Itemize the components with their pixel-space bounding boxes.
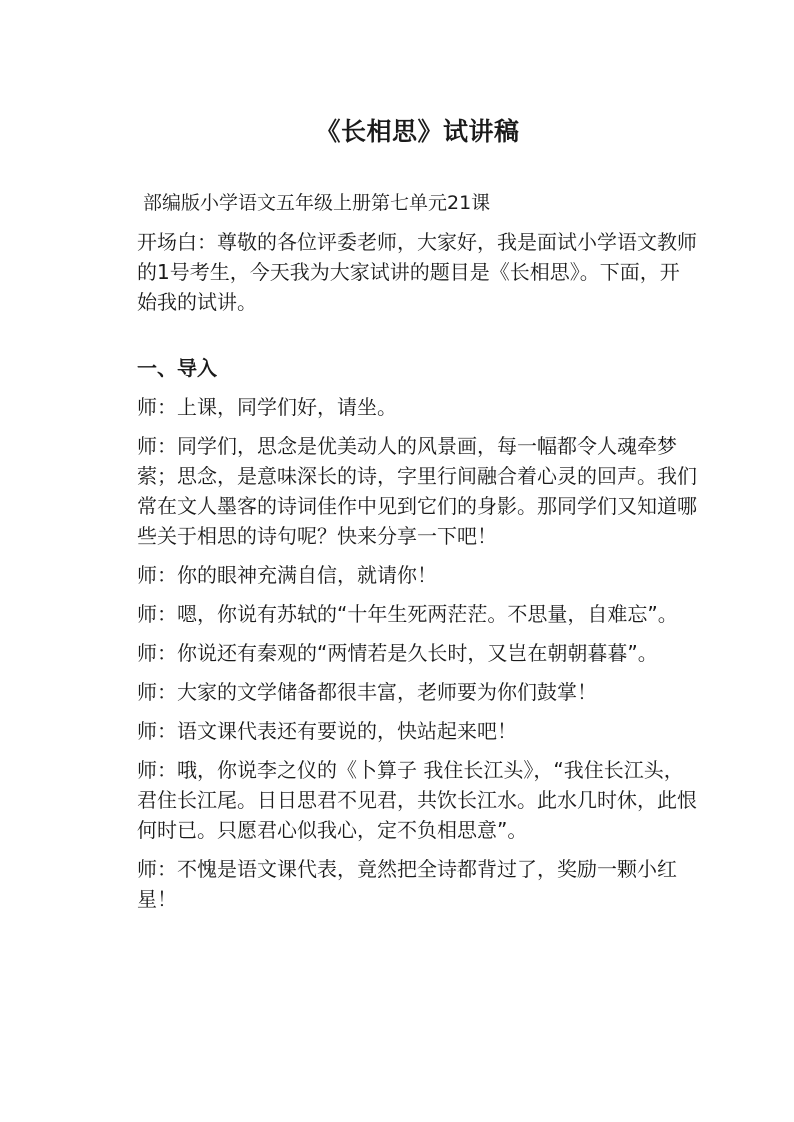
paragraph: 师：语文课代表还有要说的，快站起来吧！ bbox=[137, 719, 517, 743]
paragraph: 师：上课，同学们好，请坐。 bbox=[137, 395, 397, 419]
section-heading: 一、导入 bbox=[137, 356, 217, 380]
paragraph: 师：哦，你说李之仪的《卜算子 我住长江头》，“我住长江头，君住长江尾。日日思君不见君，共饮长江水。此水几时休，此恨何时已。只愿君心似我心，定不负相思意”。 bbox=[137, 758, 697, 842]
paragraph: 师：同学们，思念是优美动人的风景画，每一幅都令人魂牵梦萦；思念，是意味深长的诗，字里行间融合着心灵的回声。我们常在文人墨客的诗词佳作中见到它们的身影。那同学们又知道哪些关于相思的诗句呢？快来分享一下吧！ bbox=[137, 434, 697, 548]
paragraph: 师：你的眼神充满自信，就请你！ bbox=[137, 563, 437, 587]
document-subtitle: 部编版小学语文五年级上册第七单元21课 bbox=[143, 192, 491, 214]
paragraph: 师：不愧是语文课代表，竟然把全诗都背过了，奖励一颗小红星！ bbox=[137, 857, 677, 911]
paragraph: 师：你说还有秦观的“两情若是久长时，又岂在朝朝暮暮”。 bbox=[137, 641, 658, 665]
paragraph: 师：嗯，你说有苏轼的“十年生死两茫茫。不思量，自难忘”。 bbox=[137, 602, 678, 626]
paragraph: 师：大家的文学储备都很丰富，老师要为你们鼓掌！ bbox=[137, 680, 597, 704]
opening-paragraph: 开场白：尊敬的各位评委老师，大家好，我是面试小学语文教师的1号考生，今天我为大家试讲的题目是《长相思》。下面，开始我的试讲。 bbox=[137, 230, 697, 314]
document-title: 《长相思》试讲稿 bbox=[315, 117, 520, 146]
